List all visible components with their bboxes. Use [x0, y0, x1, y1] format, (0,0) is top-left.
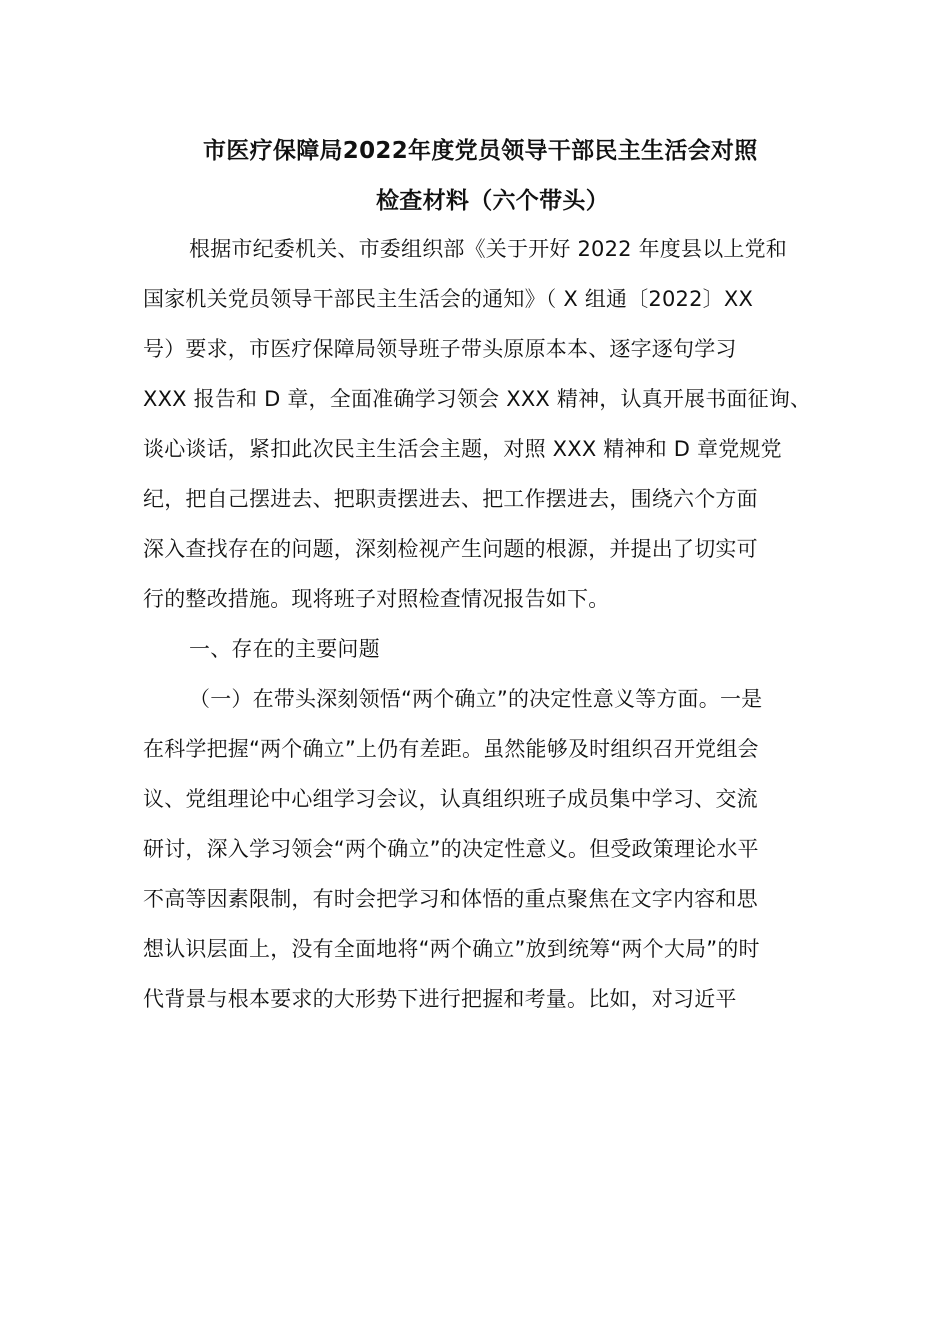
paragraph-line: 不高等因素限制，有时会把学习和体悟的重点聚焦在文字内容和思: [143, 887, 758, 911]
paragraph-line: 在科学把握“两个确立”上仍有差距。虽然能够及时组织召开党组会: [143, 737, 759, 761]
paragraph-line: XXX 报告和 D 章，全面准确学习领会 XXX 精神，认真开展书面征询、: [143, 387, 812, 411]
paragraph-line: 议、党组理论中心组学习会议，认真组织班子成员集中学习、交流: [143, 787, 758, 811]
paragraph-line: 深入查找存在的问题，深刻检视产生问题的根源，并提出了切实可: [143, 537, 758, 561]
document-title-line-2: 检查材料（六个带头）: [376, 188, 609, 214]
paragraph-line: 谈心谈话，紧扣此次民主生活会主题，对照 XXX 精神和 D 章党规党: [143, 437, 782, 461]
document-title-line-1: 市医疗保障局2022年度党员领导干部民主生活会对照: [203, 138, 758, 164]
paragraph-line: 行的整改措施。现将班子对照检查情况报告如下。: [143, 587, 610, 611]
paragraph-line: 号）要求，市医疗保障局领导班子带头原原本本、逐字逐句学习: [143, 337, 737, 361]
paragraph-line: 根据市纪委机关、市委组织部《关于开好 2022 年度县以上党和: [189, 237, 787, 261]
paragraph-line: 纪，把自己摆进去、把职责摆进去、把工作摆进去，围绕六个方面: [143, 487, 758, 511]
section-heading: 一、存在的主要问题: [189, 637, 380, 661]
paragraph-line: （一）在带头深刻领悟“两个确立”的决定性意义等方面。一是: [189, 687, 763, 711]
paragraph-line: 国家机关党员领导干部民主生活会的通知》（ X 组通〔2022〕XX: [143, 287, 754, 311]
paragraph-line: 代背景与根本要求的大形势下进行把握和考量。比如，对习近平: [143, 987, 737, 1011]
paragraph-line: 想认识层面上，没有全面地将“两个确立”放到统筹“两个大局”的时: [143, 937, 760, 961]
paragraph-line: 研讨，深入学习领会“两个确立”的决定性意义。但受政策理论水平: [143, 837, 759, 861]
